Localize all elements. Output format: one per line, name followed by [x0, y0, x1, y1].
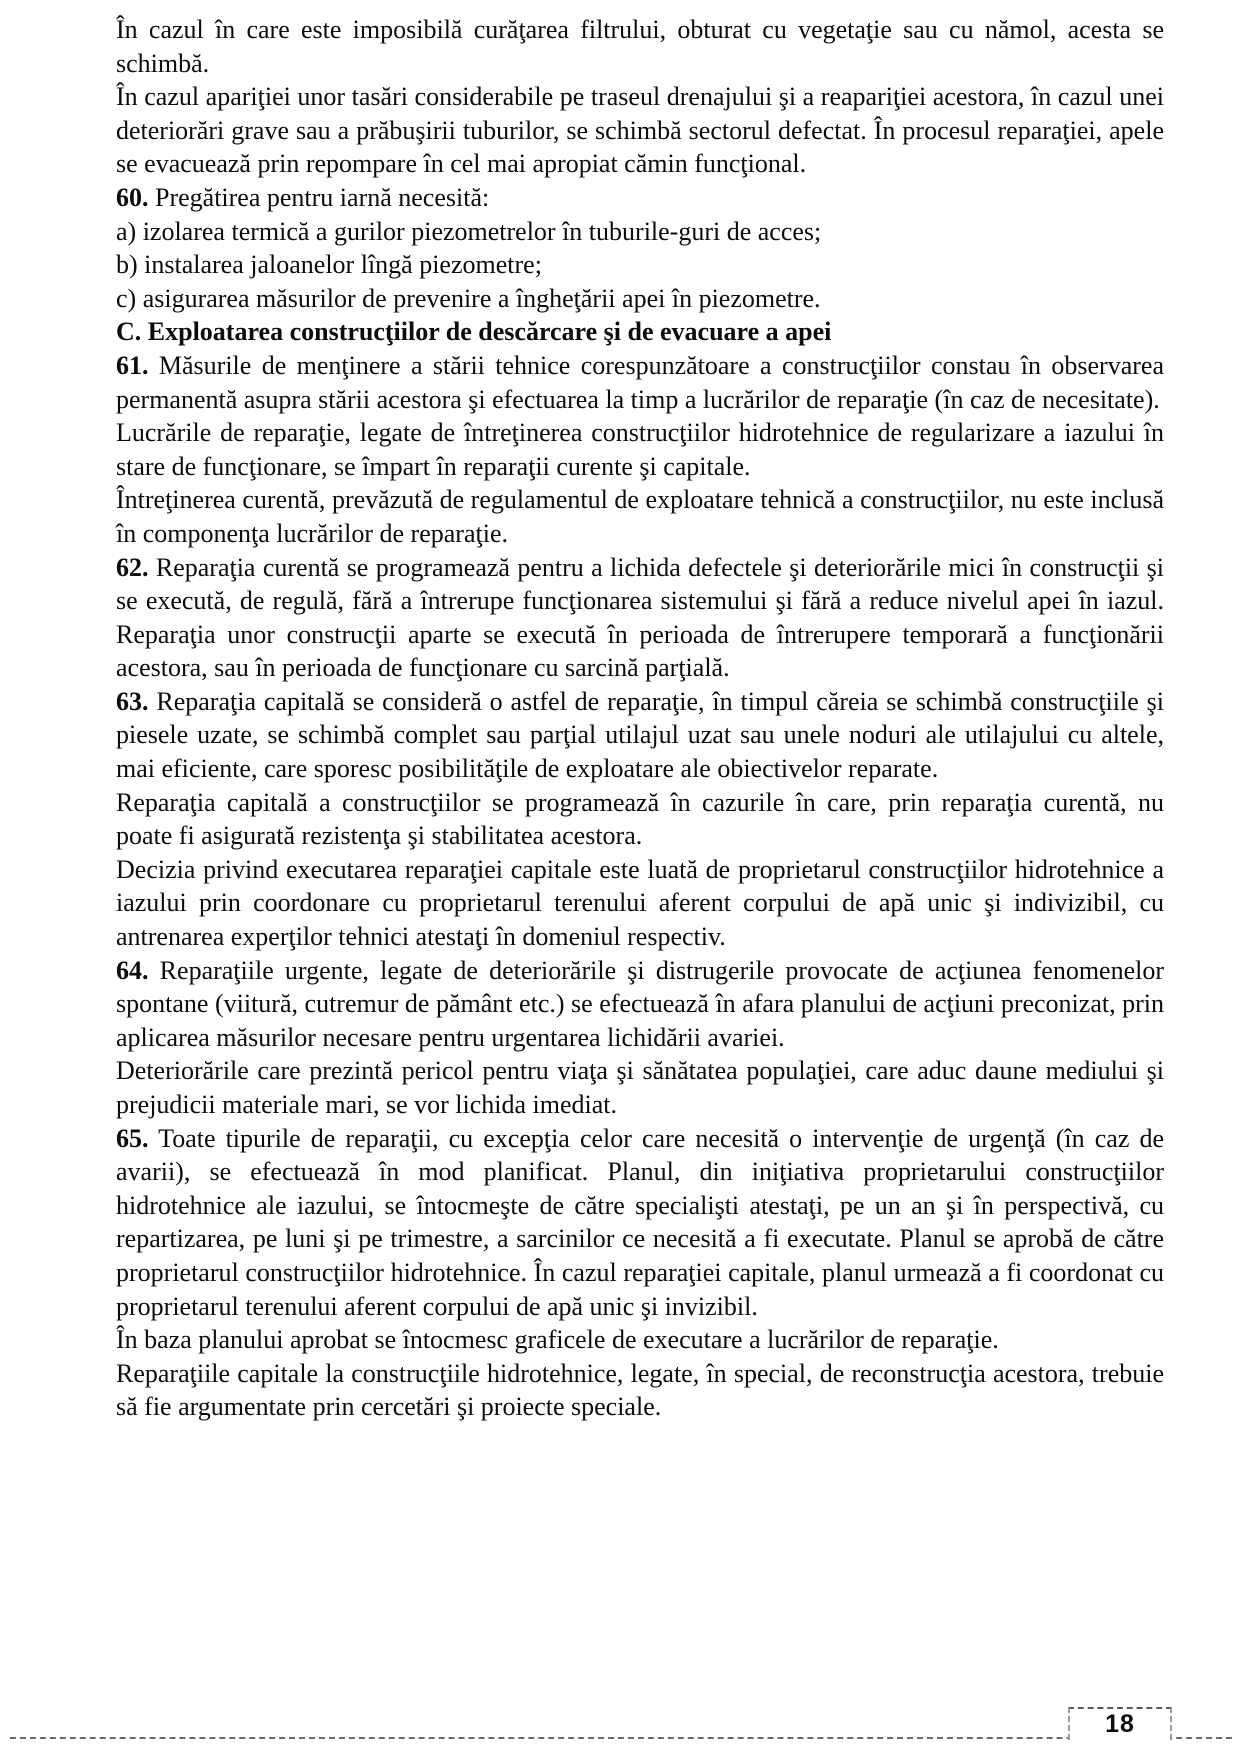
doc-paragraph: [116, 349, 1164, 416]
doc-paragraph: [116, 13, 1164, 80]
doc-paragraph: [116, 181, 1164, 215]
section-heading: [116, 315, 1164, 349]
doc-paragraph: [116, 282, 1164, 316]
paragraph-text: Pregătirea pentru iarnă necesită:: [148, 182, 490, 212]
paragraph-text: În cazul apariţiei unor tasări considerabile pe traseul drenajului şi a reapariţiei acestora, în cazul unei deteriorări grave sau a prăbuşirii tuburilor, se schimbă sectorul defectat. În procesul reparaţiei, apele se evacuează prin repompare în cel mai apropiat cămin funcţional.: [116, 82, 1164, 179]
paragraph-text: Măsurile de menţinere a stării tehnice corespunzătoare a construcţiilor constau în observarea permanentă asupra stării acestora şi efectuarea la timp a lucrărilor de reparaţie (în caz de necesitate).: [116, 350, 1164, 414]
doc-paragraph: [116, 1357, 1164, 1424]
paragraph-text: Reparaţia capitală a construcţiilor se programează în cazurile în care, prin reparaţia curentă, nu poate fi asigurată rezistenţa şi stabilitatea acestora.: [116, 787, 1164, 851]
doc-paragraph: [116, 248, 1164, 282]
page-number: 18: [1105, 1710, 1135, 1738]
paragraph-text: Reparaţia capitală se consideră o astfel de reparaţie, în timpul căreia se schimbă construcţiile şi piesele uzate, se schimbă complet sau parţial utilajul uzat sau unele noduri ale utilajului cu altele, mai eficiente, care sporesc posibilităţile de exploatare ale obiectivelor reparate.: [116, 686, 1164, 784]
doc-paragraph: [116, 1323, 1164, 1357]
doc-paragraph: [116, 215, 1164, 249]
item-number: 62.: [116, 552, 149, 582]
page-bottom-scan-edge-line: [10, 1737, 1232, 1739]
doc-paragraph: [116, 853, 1164, 954]
paragraph-text: Reparaţiile urgente, legate de deteriorările şi distrugerile provocate de acţiunea fenomenelor spontane (viitură, cutremur de pământ etc.) se efectuează în afara planului de acţiuni preconizat, prin aplicarea măsurilor necesare pentru urgentarea lichidării avariei.: [116, 955, 1164, 1052]
doc-paragraph: [116, 1122, 1164, 1324]
doc-paragraph: [116, 80, 1164, 181]
paragraph-text: a) izolarea termică a gurilor piezometrelor în tuburile-guri de acces;: [116, 216, 822, 246]
paragraph-text: Întreţinerea curentă, prevăzută de regulamentul de exploatare tehnică a construcţiilor, nu este inclusă în componenţa lucrărilor de reparaţie.: [116, 485, 1164, 548]
item-number: 63.: [116, 686, 149, 716]
paragraph-text: Lucrările de reparaţie, legate de întreţinerea construcţiilor hidrotehnice de regularizare a iazului în stare de funcţionare, se împart în reparaţii curente şi capitale.: [116, 418, 1164, 481]
item-number: 65.: [116, 1123, 149, 1153]
doc-paragraph: [116, 483, 1164, 550]
paragraph-text: Reparaţia curentă se programează pentru a lichida defectele şi deteriorările mici în construcţii şi se execută, de regulă, fără a întrerupe funcţionarea sistemului şi fără a reduce nivelul apei în iazul. Reparaţia unor construcţii aparte se execută în perioada de întrerupere temporară a funcţionării acestora, sau în perioada de funcţionare cu sarcină parţială.: [116, 552, 1164, 683]
paragraph-text: Decizia privind executarea reparaţiei capitale este luată de proprietarul construcţiilor hidrotehnice a iazului prin coordonare cu proprietarul terenului aferent corpului de apă unic şi indivizibil, cu antrenarea experţilor tehnici atestaţi în domeniul respectiv.: [116, 854, 1164, 952]
paragraph-text: c) asigurarea măsurilor de prevenire a îngheţării apei în piezometre.: [116, 283, 821, 313]
page-number-box: [1068, 1707, 1172, 1740]
paragraph-text: Deteriorările care prezintă pericol pentru viaţa şi sănătatea populaţiei, care aduc daune mediului şi prejudicii materiale mari, se vor lichida imediat.: [116, 1056, 1164, 1119]
paragraph-text: b) instalarea jaloanelor lîngă piezometre;: [116, 250, 542, 280]
item-number: 60.: [116, 182, 149, 212]
text-block: [116, 13, 1164, 1424]
doc-paragraph: [116, 551, 1164, 685]
item-number: 61.: [116, 350, 149, 380]
doc-paragraph: [116, 954, 1164, 1055]
doc-paragraph: [116, 1054, 1164, 1121]
paragraph-text: În cazul în care este imposibilă curăţarea filtrului, obturat cu vegetaţie sau cu nămol, acesta se schimbă.: [116, 15, 1164, 78]
paragraph-text: În baza planului aprobat se întocmesc graficele de executare a lucrărilor de reparaţie.: [116, 1325, 999, 1355]
paragraph-text: Reparaţiile capitale la construcţiile hidrotehnice, legate, în special, de reconstrucţia acestora, trebuie să fie argumentate prin cercetări şi proiecte speciale.: [116, 1358, 1164, 1422]
paragraph-text: C. Exploatarea construcţiilor de descărcare şi de evacuare a apei: [116, 317, 832, 347]
doc-paragraph: [116, 685, 1164, 786]
paragraph-text: Toate tipurile de reparaţii, cu excepţia celor care necesită o intervenţie de urgenţă (în caz de avarii), se efectuează în mod planificat. Planul, din iniţiativa proprietarului construcţiilor hidrotehnice ale iazului, se întocmeşte de către specialişti atestaţi, pe un an şi în perspectivă, cu repartizarea, pe luni şi pe trimestre, a sarcinilor ce necesită a fi executate. Planul se aprobă de către proprietarul construcţiilor hidrotehnice. În cazul reparaţiei capitale, planul urmează a fi coordonat cu proprietarul terenului aferent corpului de apă unic şi invizibil.: [116, 1123, 1164, 1321]
doc-paragraph: [116, 416, 1164, 483]
doc-paragraph: [116, 786, 1164, 853]
item-number: 64.: [116, 955, 149, 985]
